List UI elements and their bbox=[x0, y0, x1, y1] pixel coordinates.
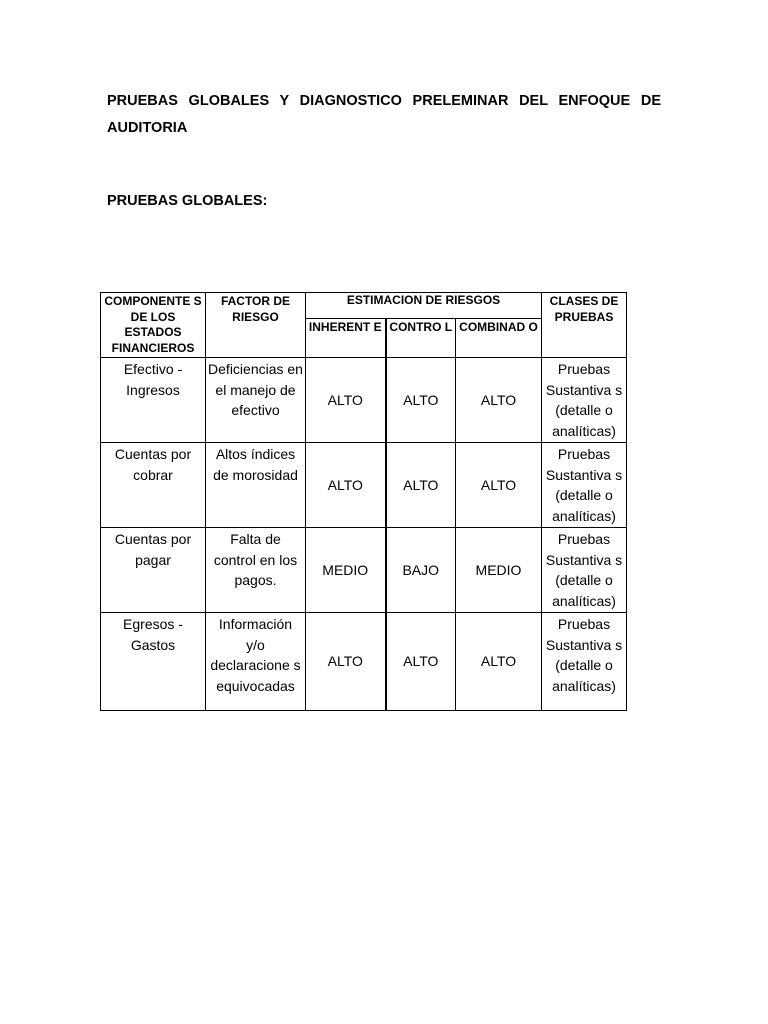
header-control: CONTRO L bbox=[386, 319, 456, 358]
cell-combinado: ALTO bbox=[456, 358, 542, 443]
cell-inherente: ALTO bbox=[306, 613, 386, 711]
cell-factor: Altos índices de morosidad bbox=[206, 443, 306, 528]
cell-clase: Pruebas Sustantiva s (detalle o analíticas) bbox=[542, 613, 627, 711]
document-title: PRUEBAS GLOBALES Y DIAGNOSTICO PRELEMINAR DEL ENFOQUE DE AUDITORIA bbox=[107, 93, 661, 136]
cell-control: BAJO bbox=[386, 528, 456, 613]
cell-factor: Información y/o declaracione s equivocadas bbox=[206, 613, 306, 711]
cell-clase: Pruebas Sustantiva s (detalle o analíticas) bbox=[542, 528, 627, 613]
cell-combinado: MEDIO bbox=[456, 528, 542, 613]
table-row bbox=[101, 528, 627, 613]
header-estimacion-riesgos: ESTIMACION DE RIESGOS bbox=[306, 293, 542, 319]
cell-inherente: MEDIO bbox=[306, 528, 386, 613]
header-clases-pruebas: CLASES DE PRUEBAS bbox=[542, 293, 627, 358]
header-inherente: INHERENT E bbox=[306, 319, 386, 358]
cell-factor: Deficiencias en el manejo de efectivo bbox=[206, 358, 306, 443]
cell-inherente: ALTO bbox=[306, 358, 386, 443]
cell-clase: Pruebas Sustantiva s (detalle o analíticas) bbox=[542, 443, 627, 528]
table-row bbox=[101, 443, 627, 528]
cell-factor: Falta de control en los pagos. bbox=[206, 528, 306, 613]
cell-control: ALTO bbox=[386, 613, 456, 711]
header-factor-riesgo: FACTOR DE RIESGO bbox=[206, 293, 306, 358]
section-title: PRUEBAS GLOBALES: bbox=[107, 193, 268, 209]
header-combinado: COMBINAD O bbox=[456, 319, 542, 358]
table-row bbox=[101, 358, 627, 443]
cell-combinado: ALTO bbox=[456, 443, 542, 528]
cell-inherente: ALTO bbox=[306, 443, 386, 528]
cell-componente: Efectivo - Ingresos bbox=[101, 358, 206, 443]
cell-combinado: ALTO bbox=[456, 613, 542, 711]
cell-componente: Egresos - Gastos bbox=[101, 613, 206, 711]
cell-control: ALTO bbox=[386, 443, 456, 528]
cell-control: ALTO bbox=[386, 358, 456, 443]
table-row bbox=[101, 613, 627, 711]
cell-componente: Cuentas por pagar bbox=[101, 528, 206, 613]
cell-clase: Pruebas Sustantiva s (detalle o analíticas) bbox=[542, 358, 627, 443]
header-componentes: COMPONENTE S DE LOS ESTADOS FINANCIEROS bbox=[101, 293, 206, 358]
cell-componente: Cuentas por cobrar bbox=[101, 443, 206, 528]
risk-estimation-table bbox=[100, 292, 627, 711]
